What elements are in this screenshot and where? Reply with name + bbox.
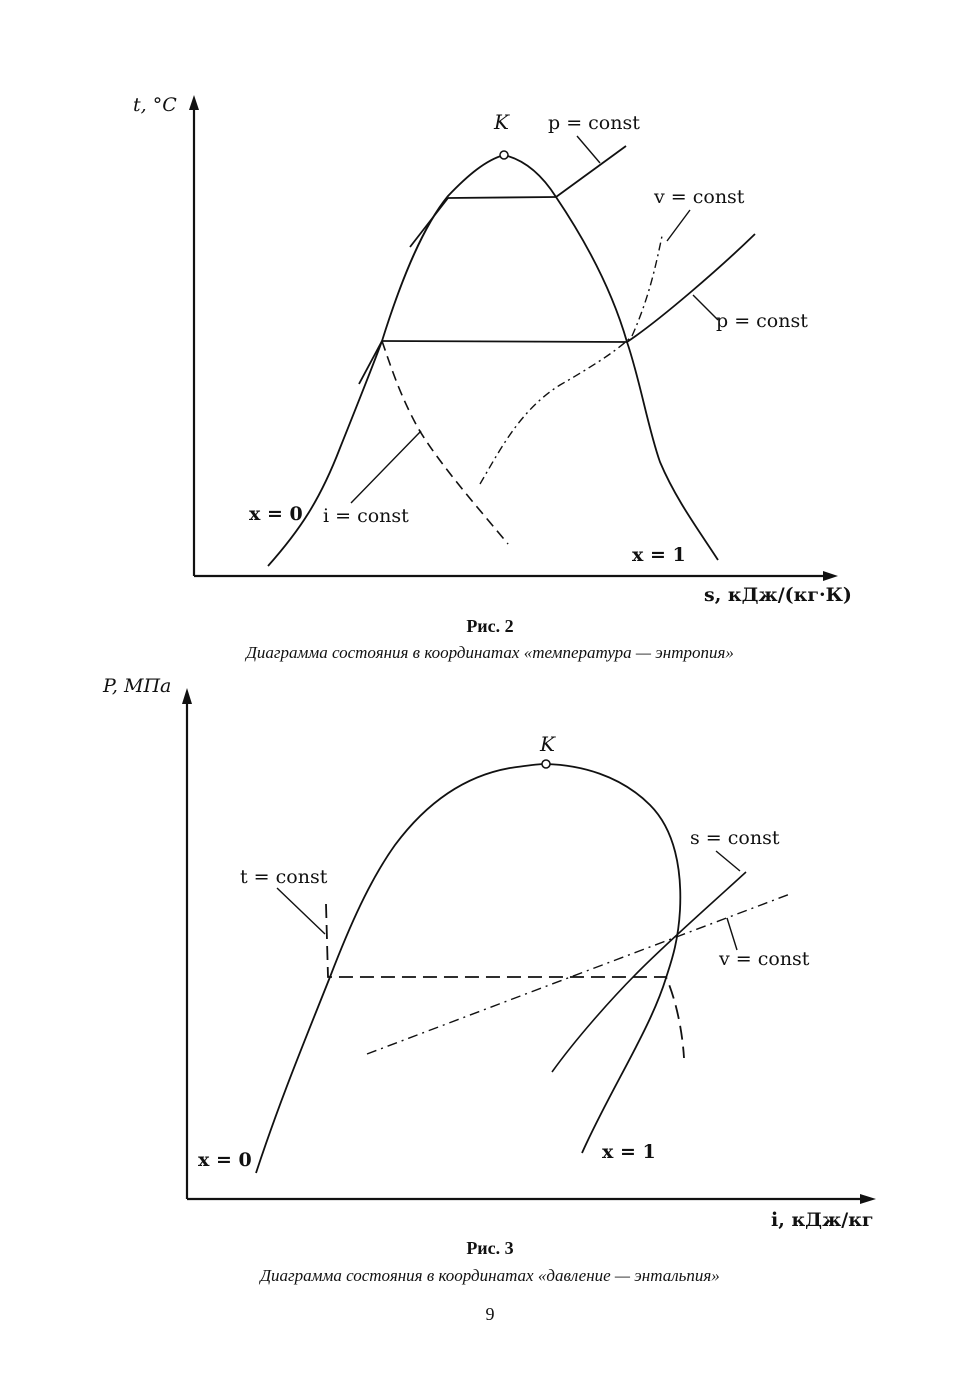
figure1-caption-text: Диаграмма состояния в координатах «температура — энтропия» (246, 643, 734, 662)
ts-y-axis-label: t, °C (133, 94, 177, 116)
ts-isobar-upper-ext (556, 146, 626, 197)
pi-isotherm (326, 904, 684, 1058)
ts-isobar-upper-liquid (410, 198, 448, 247)
ts-isobar-lower (382, 341, 627, 342)
ts-diagram-svg (0, 0, 980, 620)
ts-leader-i (351, 431, 421, 503)
ts-label-p-const-top: p = const (548, 112, 640, 134)
ts-isochore (480, 236, 662, 484)
ts-isobar-upper (448, 197, 556, 198)
ts-critical-point (500, 151, 508, 159)
page-number: 9 (485, 1304, 495, 1324)
figure2-caption-text: Диаграмма состояния в координатах «давление — энтальпия» (260, 1266, 720, 1285)
figure1-caption-title: Рис. 2 (466, 616, 514, 636)
pi-label-t-const: t = const (240, 866, 328, 888)
ts-x-axis-label: s, кДж/(кг·К) (704, 584, 852, 606)
pi-label-v-const: v = const (719, 948, 810, 970)
pi-y-axis-label: P, МПа (103, 675, 172, 697)
ts-y-axis-arrow (189, 95, 199, 110)
ts-critical-point-label: K (494, 110, 509, 134)
pi-leader-t (277, 888, 325, 934)
pi-vapor-line (546, 764, 680, 1153)
ts-label-x1: x = 1 (632, 544, 686, 566)
pi-label-x1: x = 1 (602, 1141, 656, 1163)
ts-label-p-const-right: p = const (716, 310, 808, 332)
pi-x-axis-arrow (860, 1194, 876, 1204)
ts-diagram (0, 0, 980, 620)
pi-label-x0: x = 0 (198, 1149, 252, 1171)
pi-y-axis-arrow (182, 688, 192, 704)
ts-leader-p-right (693, 295, 718, 320)
ts-leader-p-top (577, 136, 600, 163)
ts-label-x0: x = 0 (249, 503, 303, 525)
pi-critical-point (542, 760, 550, 768)
pi-diagram-svg (0, 670, 980, 1235)
pi-isentrope (552, 872, 746, 1072)
figure2-caption-title: Рис. 3 (466, 1238, 514, 1258)
pi-diagram (0, 670, 980, 1235)
pi-leader-s (716, 851, 740, 871)
pi-liquid-line (256, 764, 546, 1173)
ts-x-axis-arrow (823, 571, 838, 581)
pi-critical-point-label: K (540, 732, 555, 756)
ts-label-i-const: i = const (323, 505, 409, 527)
ts-isobar-lower-liquid (359, 341, 382, 384)
ts-label-v-const: v = const (654, 186, 745, 208)
pi-isochore (367, 894, 790, 1054)
pi-leader-v (727, 918, 737, 950)
ts-leader-v (667, 210, 690, 241)
pi-label-s-const: s = const (690, 827, 780, 849)
pi-x-axis-label: i, кДж/кг (771, 1209, 874, 1231)
